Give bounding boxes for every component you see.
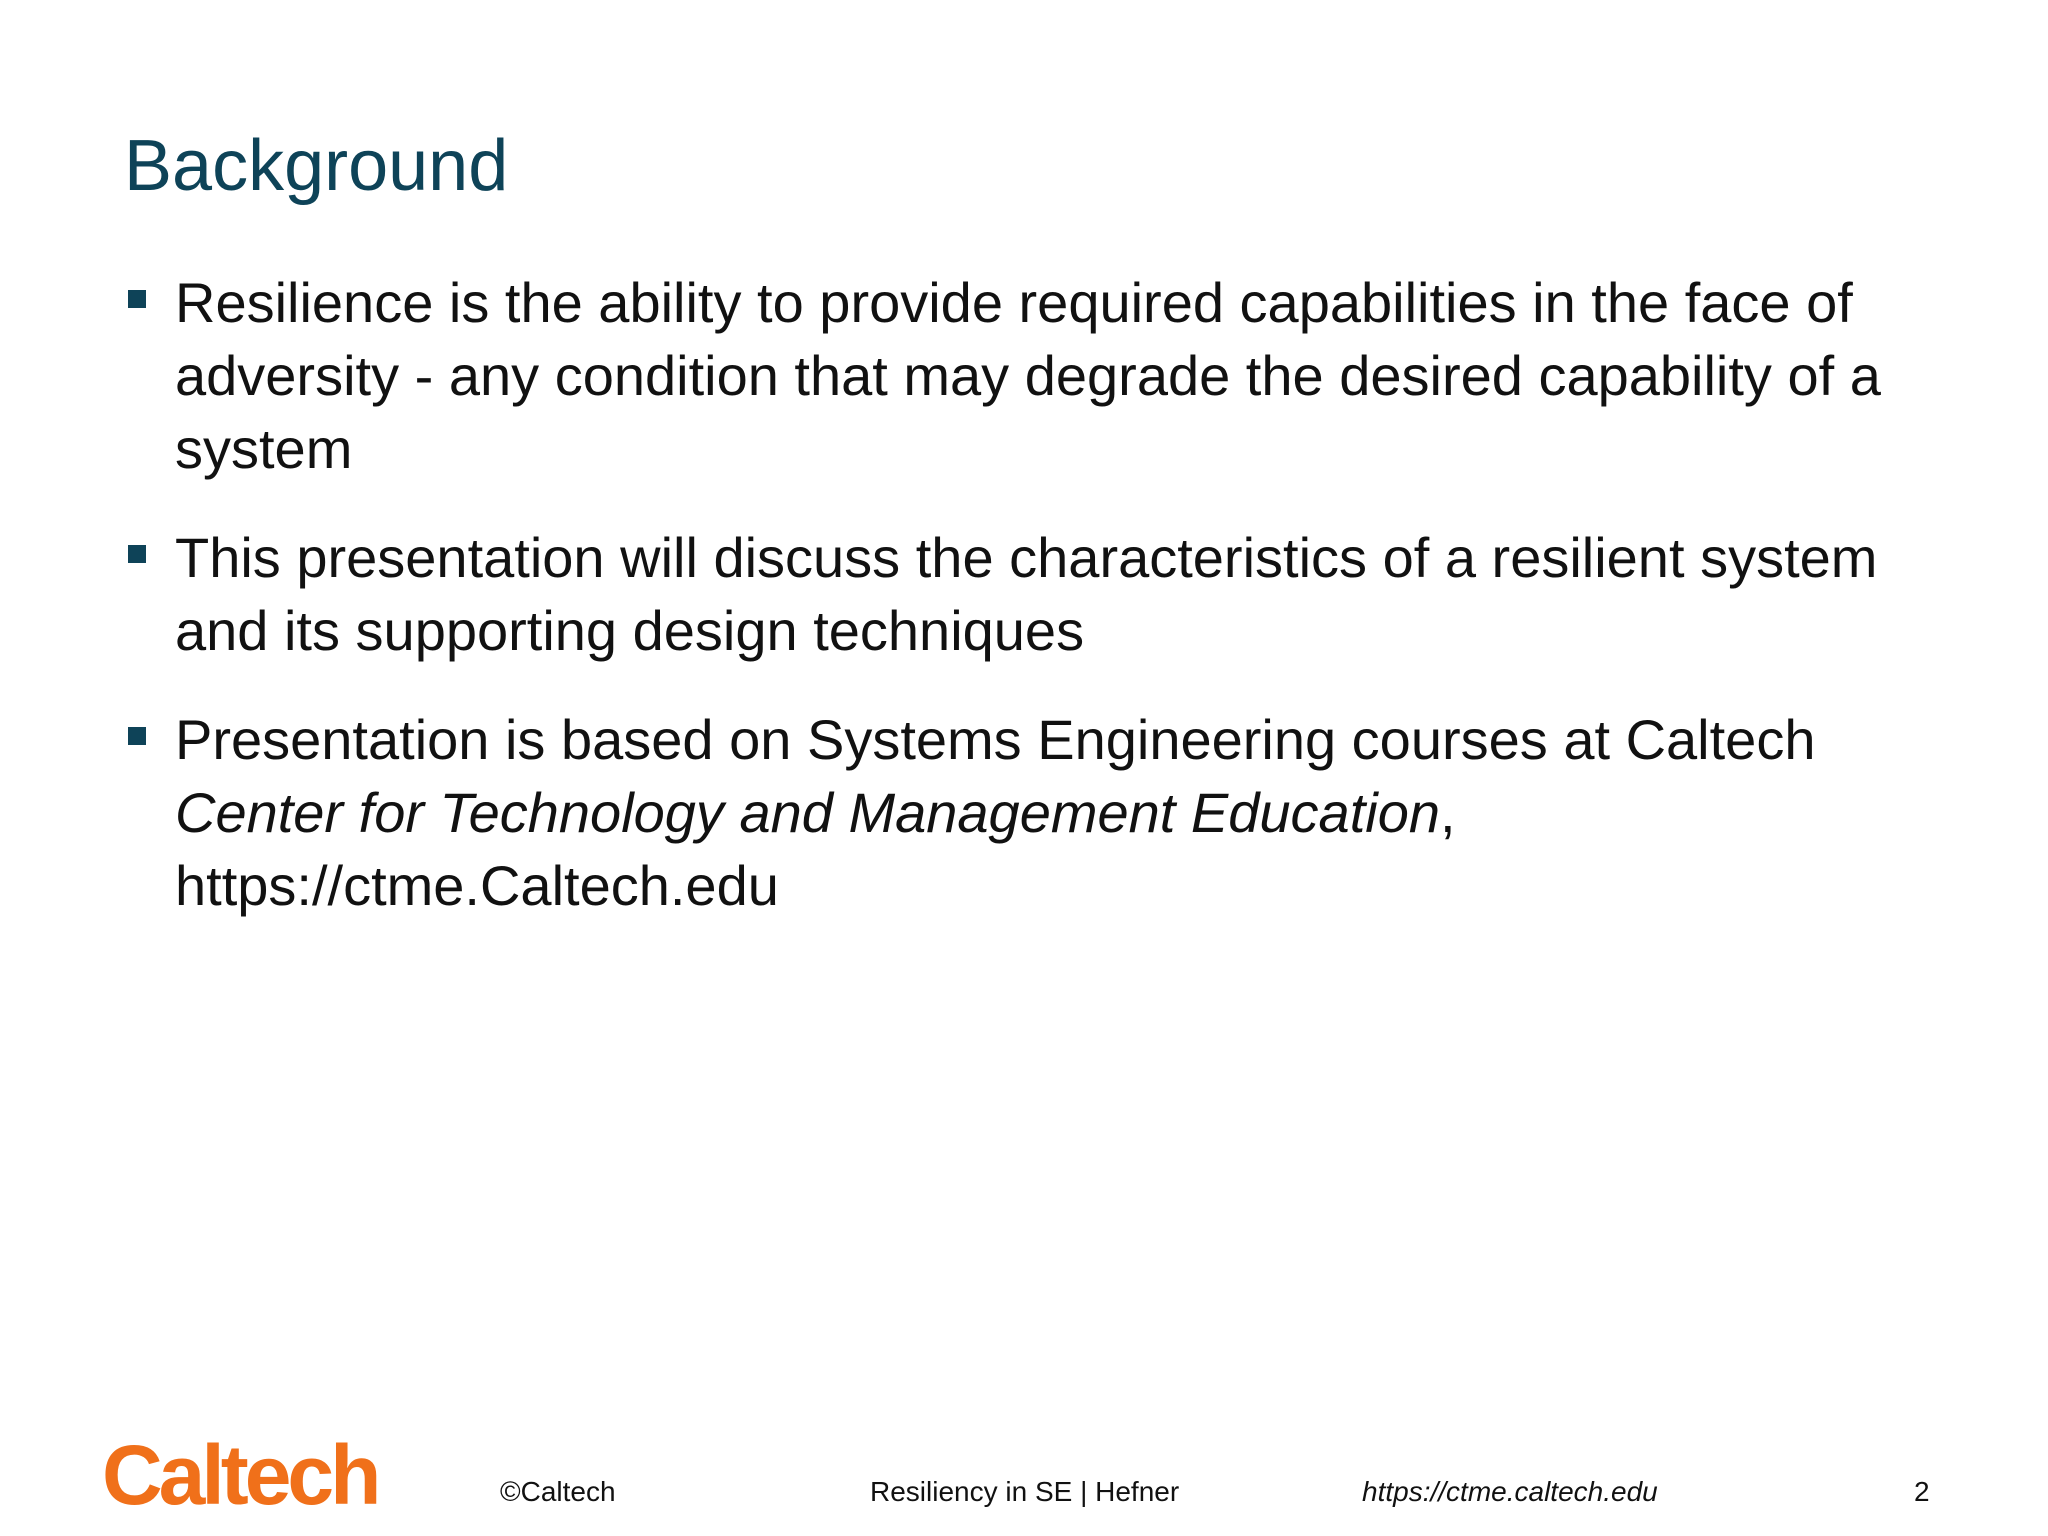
bullet-item	[128, 703, 1928, 922]
bullet-text-link: , https://ctme.Caltech.edu	[175, 781, 1456, 917]
caltech-logo: Caltech	[102, 1428, 378, 1522]
slide-title: Background	[124, 126, 509, 206]
footer-presentation-title: Resiliency in SE | Hefner	[870, 1476, 1180, 1507]
bullet-item	[128, 521, 1928, 667]
square-bullet-icon	[128, 727, 146, 745]
bullet-text: Resilience is the ability to provide required capabilities in the face of adversity - any condition that may degrade the desired capability of a system	[175, 271, 1881, 480]
bullet-text	[175, 708, 1815, 917]
footer-copyright: ©Caltech	[500, 1476, 616, 1507]
bullet-text-plain: Presentation is based on Systems Engineering courses at Caltech	[175, 708, 1816, 771]
square-bullet-icon	[128, 290, 146, 308]
square-bullet-icon	[128, 545, 146, 563]
bullet-text-italic: Center for Technology and Management Education	[175, 781, 1440, 844]
bullet-list	[128, 266, 1928, 958]
page-number: 2	[1914, 1476, 1930, 1507]
bullet-text: This presentation will discuss the characteristics of a resilient system and its supporting design techniques	[175, 526, 1878, 662]
bullet-item	[128, 266, 1928, 485]
footer-url: https://ctme.caltech.edu	[1362, 1476, 1658, 1507]
